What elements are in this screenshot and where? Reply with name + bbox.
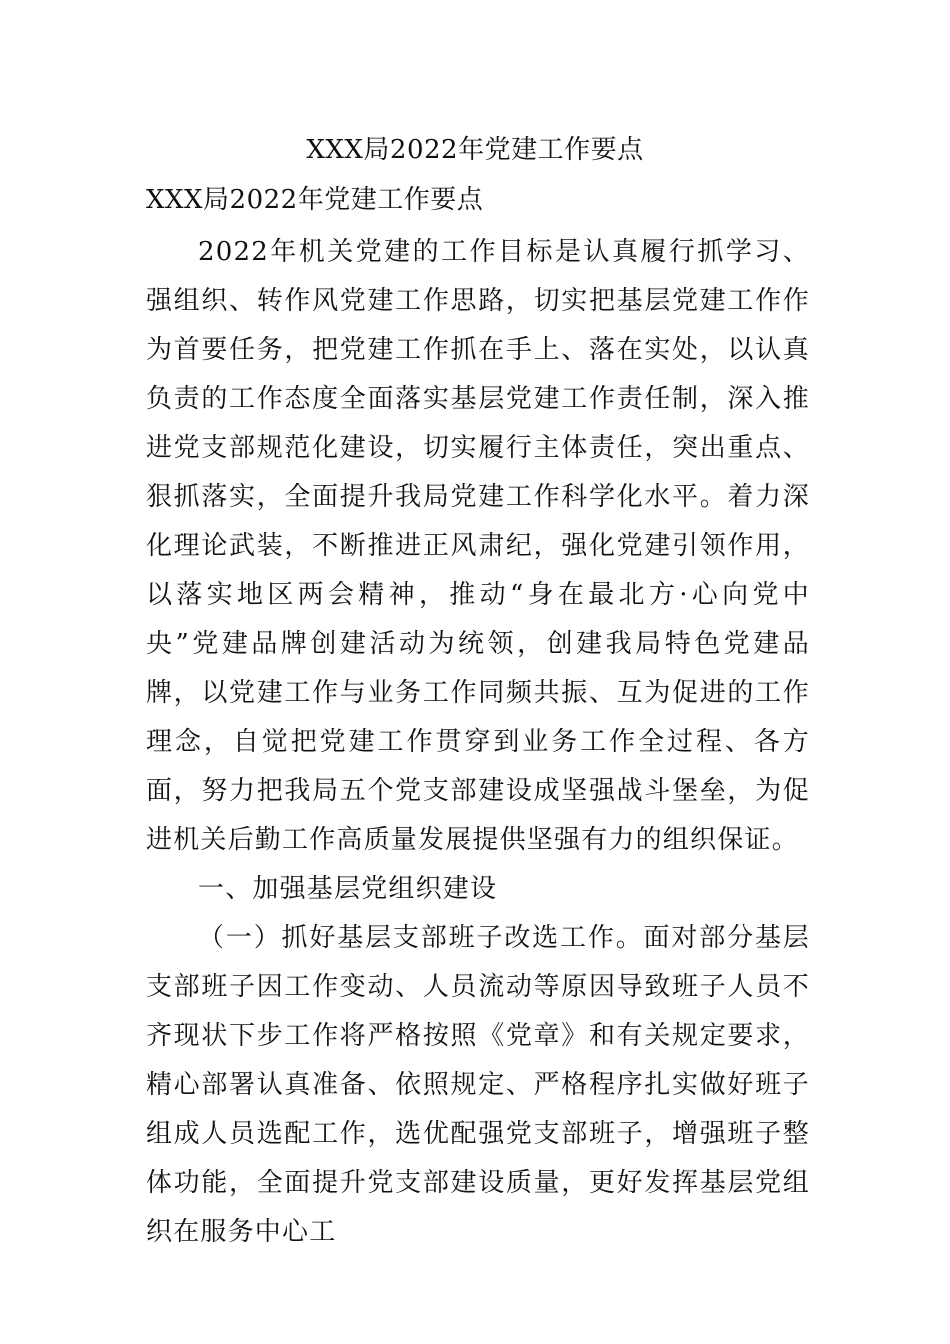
document-subtitle: XXX局2022年党建工作要点 <box>146 185 484 215</box>
document-body <box>146 228 810 1257</box>
document-title: XXX局2022年党建工作要点 <box>306 135 644 165</box>
section-heading-1: 一、加强基层党组织建设 <box>198 874 498 904</box>
paragraph-section-1-1: （一）抓好基层支部班子改选工作。面对部分基层支部班子因工作变动、人员流动等原因导致班子人员不齐现状下步工作将严格按照《党章》和有关规定要求，精心部署认真准备、依照规定、严格程序扎实做好班子组成人员选配工作，选优配强党支部班子，增强班子整体功能，全面提升党支部建设质量，更好发挥基层党组织在服务中心工 <box>146 923 810 1247</box>
paragraph-intro: 2022年机关党建的工作目标是认真履行抓学习、强组织、转作风党建工作思路，切实把基层党建工作作为首要任务，把党建工作抓在手上、落在实处，以认真负责的工作态度全面落实基层党建工作责任制，深入推进党支部规范化建设，切实履行主体责任，突出重点、狠抓落实，全面提升我局党建工作科学化水平。着力深化理论武装，不断推进正风肃纪，强化党建引领作用，以落实地区两会精神，推动“身在最北方·心向党中央”党建品牌创建活动为统领，创建我局特色党建品牌，以党建工作与业务工作同频共振、互为促进的工作理念，自觉把党建工作贯穿到业务工作全过程、各方面，努力把我局五个党支部建设成坚强战斗堡垒，为促进机关后勤工作高质量发展提供坚强有力的组织保证。 <box>146 237 810 855</box>
